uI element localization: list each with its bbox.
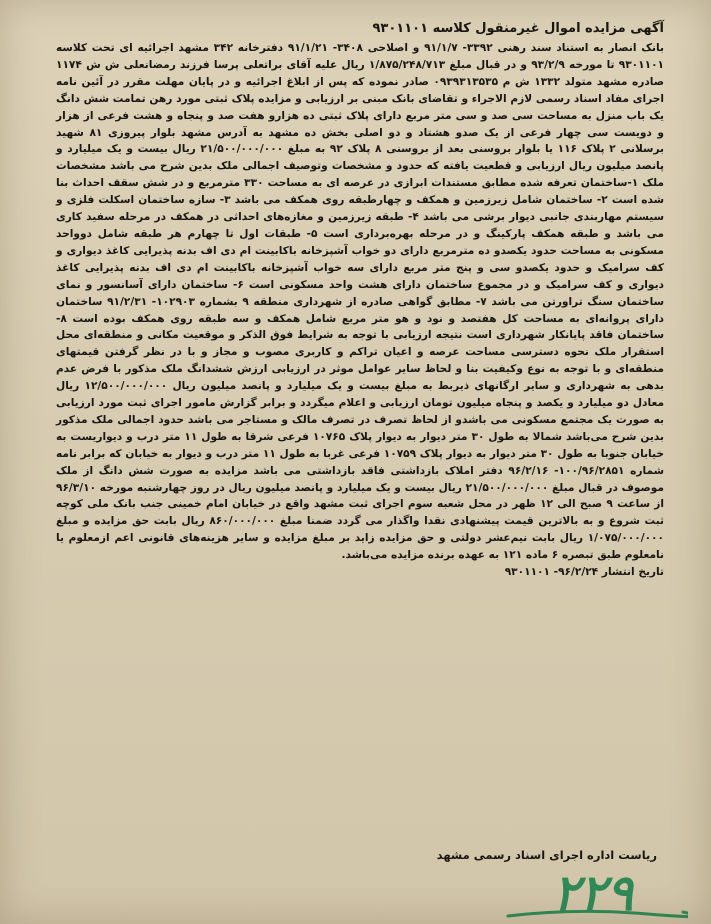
- signature-line: ریاست اداره اجرای اسناد رسمی مشهد: [436, 848, 657, 862]
- notice-title: آگهی مزایده اموال غیرمنقول کلاسه ۹۳۰۱۱۰۱: [372, 21, 664, 36]
- handwritten-number: ۲۲۹: [552, 864, 634, 922]
- auction-notice: [56, 20, 664, 581]
- notice-body: بانک انصار به استناد سند رهنی ۳۳۹۲- ۹۱/۱/۷ و اصلاحی ۳۴۰۸- ۹۱/۱/۲۱ دفترخانه ۳۴۲ مشهد اجرائیه ای تحت کلاسه ۹۳۰۱۱۰۱ تا مورخه ۹۳/۲/۹ و در قبال مبلغ ۱/۸۷۵/۲۴۸/۷۱۳ ریال علیه آقای براتعلی پرسا فرزند رمضانعلی ش ش ۱۱۷۴ صادره مشهد متولد ۱۳۳۲ ش م ۰۹۳۹۳۱۳۵۳۵ صادر نموده که پس از ابلاغ اجرائیه و در پایان مهلت مقرر در آئین نامه اجرای مفاد اسناد رسمی لازم الاجراء و تقاضای بانک مبنی بر ارزیابی و مزایده پلاک ثبتی مورد رهن تمامت شش دانگ یک باب منزل به مساحت سی صد و سی متر مربع دارای پلاک ثبتی ده هزارو هفت صد و پنجاه و هشت فرعی از هزار و دویست سی چهار فرعی از یک صدو هشتاد و دو اصلی بخش ده مشهد به آدرس مشهد بلوار پیروزی ۸۱ شهید برسلانی ۲ پلاک ۱۱۶ یا بلوار بروسنی بعد از بروسنی ۸ پلاک ۹۲ به مبلغ ۲۱/۵۰۰/۰۰۰/۰۰۰ ریال بیست و یک میلیارد و پانصد میلیون ریال ارزیابی و قطعیت یافته که حدود و مشخصات وتوصیف اجمالی ملک بدین شرح می باشد مشخصات ملک ۱-ساختمان تعرفه شده مطابق مستندات ابرازی در عرصه ای به مساحت ۳۳۰ مترمربع و در شش سقف احداث بنا شده است ۲- ساختمان شامل زیرزمین و همکف و چهارطبقه روی همکف می باشد ۳- سازه ساختمان اسکلت فلزی و سیستم مهاربندی جانبی دیوار برشی می باشد ۴- طبقه زیرزمین و مغازه‌های احداثی در همکف در مرحله سفید کاری می باشد و طبقه همکف پارکینگ و در مرحله بهره‌برداری است ۵- طبقات اول تا چهارم هر طبقه شامل دوواحد مسکونی به مساحت حدود یکصدو ده مترمربع دارای دو خواب آشپزخانه باکابینت ام دی اف بدنه پذیرایی کاغذ دیواری و کف سرامیک و حدود یکصدو سی و پنج متر مربع دارای سه خواب آشپزخانه باکابینت ام دی اف بدنه پذیرایی کاغذ دیواری و کف سرامیک و در مجموع ساختمان دارای هشت واحد مسکونی است ۶- ساختمان دارای آسانسور و نمای ساختمان سنگ تراورتن می باشد ۷- مطابق گواهی صادره از شهرداری منطقه ۹ بشماره ۱۰۲۹۰۳- ۹۱/۲/۳۱ ساختمان دارای پروانه‌ای به مساحت کل هفتصد و نود و هو متر مربع شامل همکف و سه طبقه روی همکف بوده است ۸- ساختمان فاقد پایانکار شهرداری است نتیجه ارزیابی با توجه به شرایط فوق الذکر و موقعیت مکانی و منطقه‌ای محل استقرار ملک نحوه دسترسی مساحت عرصه و اعیان تراکم و کاربری مصوب و مجاز و با در نظر گرفتن قیمتهای منطقه‌ای و با توجه به نوع وکیفیت بنا و لحاظ سایر عوامل موثر در ارزیابی ارزش ششدانگ ملک مذکور با فرض عدم بدهی به شهرداری و سایر ارگانهای ذیربط به مبلغ بیست و یک میلیارد و پانصد میلیون ریال ۱۲/۵۰۰/۰۰۰/۰۰۰ ریال معادل دو میلیارد و یکصد و پنجاه میلیون تومان ارزیابی و اعلام میگردد و برابر گزارش مامور اجرای ثبت مورد ارزیابی به صورت یک مجتمع مسکونی می باشدو از لحاظ تصرف در تصرف مالک و مستاجر می باشد حدود اجمالی ملک مذکور بدین شرح می‌باشد شمالا به طول ۳۰ متر دیوار به دیوار پلاک ۱۰۷۶۵ فرعی شرقا به طول ۱۱ متر درب و دیواریست به خیابان جنوبا به طول ۳۰ متر دیوار به دیوار پلاک ۱۰۷۵۹ فرعی غربا به طول ۱۱ متر درب و دیوار به خیابان که برابر نامه شماره ۱۰۰/۹۶/۲۸۵۱- ۹۶/۲/۱۶ دفتر املاک بازداشتی فاقد بازداشتی می باشد مزایده به صورت شش دانگ از ملک موصوف در قبال مبلغ ۲۱/۵۰۰/۰۰۰/۰۰۰ ریال بیست و یک میلیارد و پانصد میلیون ریال در روز چهارشنبه مورخه ۹۶/۳/۱۰ از ساعت ۹ صبح الی ۱۲ ظهر در محل شعبه سوم اجرای ثبت مشهد واقع در خیابان امام خمینی جنب بانک ملی کوچه ثبت شروع و به بالاترین قیمت پیشنهادی نقدا واگذار می گردد ضمنا مبلغ ۸۶۰/۰۰۰/۰۰۰ ریال بابت حق مزایده و مبلغ ۱/۰۷۵/۰۰۰/۰۰۰ ریال بابت نیم‌عشر دولتی و حق مزایده زاید بر مبلغ مزایده و سایر هزینه‌های قانونی اعم ازمعلوم یا نامعلوم طبق تبصره ۶ ماده ۱۲۱ به عهده برنده مزایده می‌باشد.: [56, 42, 665, 562]
- publish-date: تاریخ انتشار ۹۶/۲/۲۴- ۹۳۰۱۱۰۱: [504, 566, 664, 579]
- handwritten-number-mark: [498, 860, 688, 922]
